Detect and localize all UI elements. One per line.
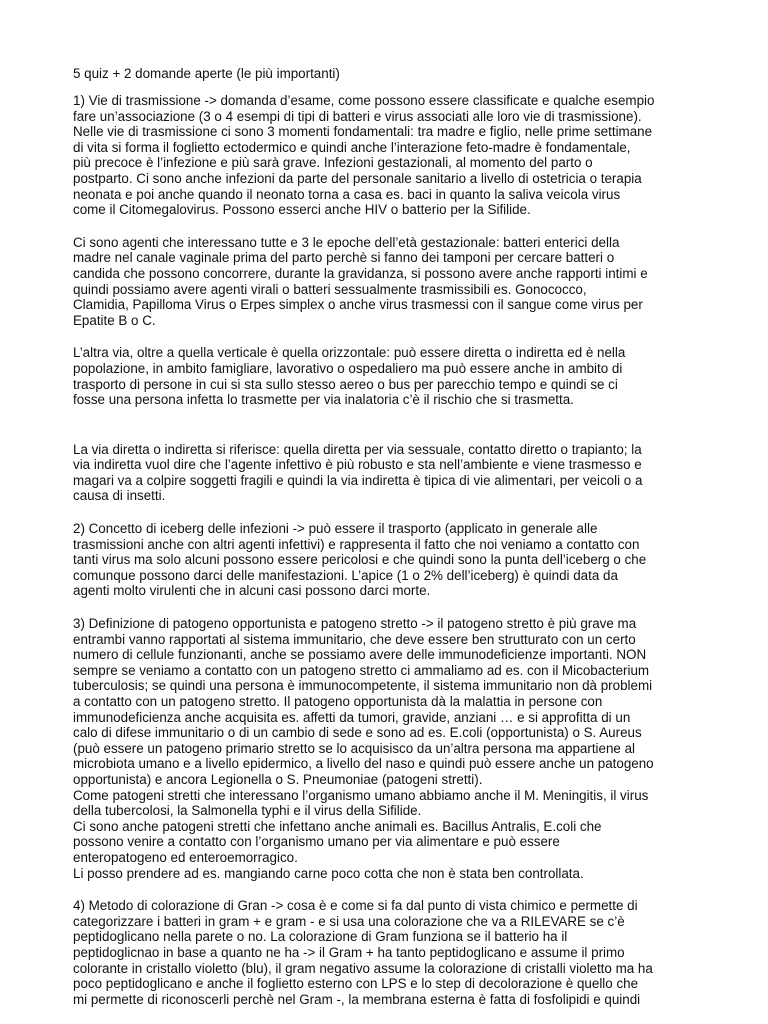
paragraph-horizontal-route: L’altra via, oltre a quella verticale è quella orizzontale: può essere diretta o indiretta ed è nella popolazione, in ambito famigliare, lavorativo o ospedaliero ma può essere anche in ambito di trasporto di persone in cui si sta sullo stesso aereo o bus per parecchio tempo e quindi se ci fosse una persona infetta lo trasmette per via inalatoria c’è il rischio che si trasmetta. <box>73 345 626 408</box>
document-title: 5 quiz + 2 domande aperte (le più importanti) <box>73 66 340 81</box>
paragraph-iceberg-concept: 2) Concetto di iceberg delle infezioni -> può essere il trasporto (applicato in generale alle trasmissioni anche con altri agenti infettivi) e rappresenta il fatto che noi veniamo a contatto con tanti virus ma solo alcuni possono essere pericolosi e che quindi sono la punta dell’iceberg o che comunque possono darci delle manifestazioni. L’apice (1 o 2% dell’iceberg) è quindi data da agenti molto virulenti che in alcuni casi possono darci morte. <box>73 521 647 599</box>
paragraph-transmission-routes: 1) Vie di trasmissione -> domanda d’esame, come possono essere classificate e qualche esempio fare un’associazione (3 o 4 esempi di tipi di batteri e virus associati alle loro vie di trasmissione). Nelle vie di trasmissione ci sono 3 momenti fondamentali: tra madre e figlio, nelle prime settimane di vita si forma il foglietto ectodermico e quindi anche l’interazione feto-madre è fondamentale, più precoce è l’infezione e più sarà grave. Infezioni gestazionali, al momento del parto o postparto. Ci sono anche infezioni da parte del personale sanitario a livello di ostetricia o terapia neonata e poi anche quando il neonato torna a casa es. baci in quanto la saliva veicola virus come il Citomegalovirus. Possono esserci anche HIV o batterio per la Sifilide. <box>73 93 655 218</box>
paragraph-gram-stain: 4) Metodo di colorazione di Gran -> cosa è e come si fa dal punto di vista chimico e permette di categorizzare i batteri in gram + e gram - e si usa una colorazione che va a RILEVARE se c’è peptidoglicano nella parete o no. La colorazione di Gram funziona se il batterio ha il peptidoglicnao in base a quanto ne ha -> il Gram + ha tanto peptidoglicano e assume il primo colorante in cristallo violetto (blu), il gram negativo assume la colorazione di cristalli violetto ma ha poco peptidoglicano e anche il foglietto esterno con LPS e lo step di decolorazione è quello che mi permette di riconoscerli perchè nel Gram -, la membrana esterna è fatta di fosfolipidi e quindi <box>73 898 653 1007</box>
paragraph-gestational-agents: Ci sono agenti che interessano tutte e 3 le epoche dell’età gestazionale: batteri enterici della madre nel canale vaginale prima del parto perchè si fanno dei tamponi per cercare batteri o candida che possono concorrere, durante la gravidanza, si possono avere anche rapporti intimi e quindi possiamo avere agenti virali o batteri sessualmente trasmissibili es. Gonococco, Clamidia, Papilloma Virus o Erpes simplex o anche virus trasmessi con il sangue come virus per Epatite B o C. <box>73 234 648 328</box>
paragraph-direct-indirect: La via diretta o indiretta si riferisce: quella diretta per via sessuale, contatto diretto o trapianto; la via indiretta vuol dire che l’agente infettivo è più robusto e sta nell’ambiente e viene trasmesso e magari va a colpire soggetti fragili e quindi la via indiretta è tipica di vie alimentari, per veicoli o a causa di insetti. <box>73 441 643 504</box>
paragraph-pathogen-definitions: 3) Definizione di patogeno opportunista e patogeno stretto -> il patogeno stretto è più grave ma entrambi vanno rapportati al sistema immunitario, che deve essere ben strutturato con un certo numero di cellule funzionanti, anche se possiamo avere delle immunodeficienze importanti. NON sempre se veniamo a contatto con un patogeno stretto ci ammaliamo ad es. con il Micobacterium tuberculosis; se quindi una persona è immunocompetente, il sistema immunitario non dà problemi a contatto con un patogeno stretto. Il patogeno opportunista dà la malattia in persone con immunodeficienza anche acquisita es. affetti da tumori, gravide, anziani … e si approfitta di un calo di difese immunitario o di un cambio di sede e sono ad es. E.coli (opportunista) o S. Aureus (può essere un patogeno primario stretto se lo acquisisco da un’altra persona ma appartiene al microbiota umano e a livello epidermico, a livello del naso e quindi può essere anche un patogeno opportunista) e ancora Legionella o S. Pneumoniae (patogeni stretti). Come patogeni stretti che interessano l’organismo umano abbiamo anche il M. Meningitis, il virus della tubercolosi, la Salmonella typhi e il virus della Sifilide. Ci sono anche patogeni stretti che infettano anche animali es. Bacillus Antralis, E.coli che possono venire a contatto con l’organismo umano per via alimentare e può essere enteropatogeno ed enteroemorragico. Li posso prendere ad es. mangiando carne poco cotta che non è stata ben controllata. <box>73 616 654 881</box>
